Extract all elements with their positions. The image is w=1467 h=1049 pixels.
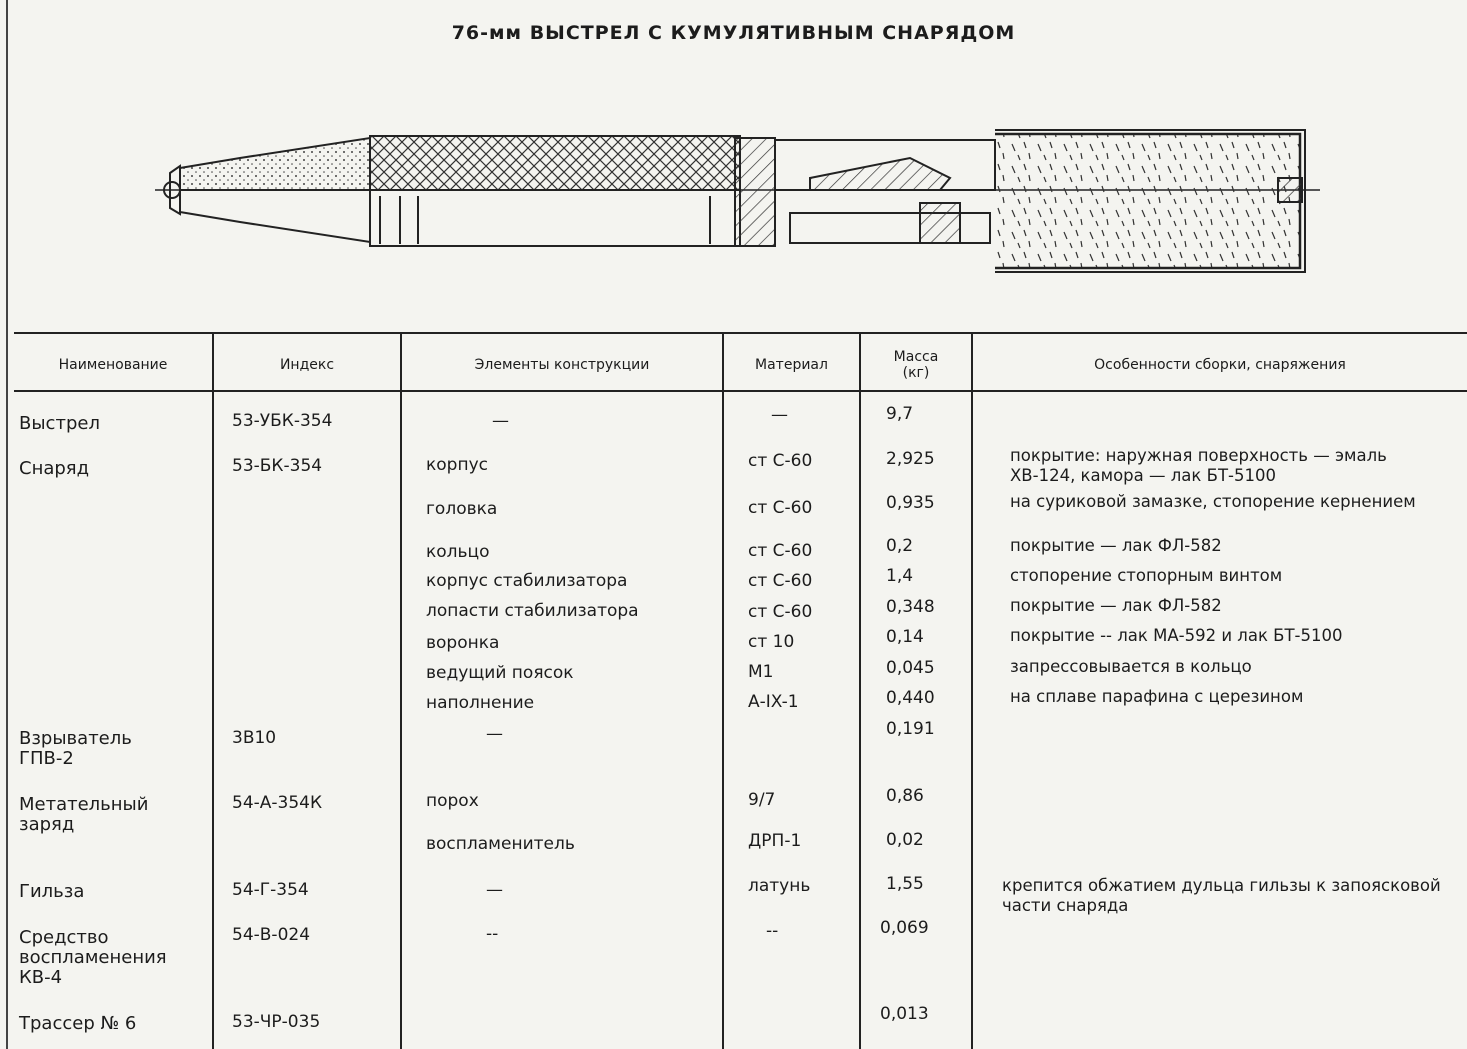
row-element: лопасти стабилизатора	[426, 601, 639, 621]
row-index: 53-ЧР-035	[232, 1012, 321, 1032]
column-divider	[859, 332, 861, 1049]
row-mass: 2,925	[886, 449, 935, 469]
row-name: Гильза	[19, 881, 85, 902]
row-material: ст С-60	[748, 571, 813, 591]
row-element: головка	[426, 499, 498, 519]
row-index: 3В10	[232, 728, 277, 748]
header-material: Материал	[755, 357, 828, 373]
table-header-rule	[14, 390, 1467, 392]
header-notes: Особенности сборки, снаряжения	[1094, 357, 1346, 373]
column-divider	[722, 332, 724, 1049]
row-mass: 0,02	[886, 830, 924, 850]
row-material: М1	[748, 662, 774, 682]
row-element: —	[492, 411, 509, 431]
row-element: воронка	[426, 633, 500, 653]
row-index: 54-Г-354	[232, 880, 309, 900]
row-mass: 0,14	[886, 627, 924, 647]
row-mass: 0,045	[886, 658, 935, 678]
row-note: крепится обжатием дульца гильзы к запоясковой части снаряда	[1002, 876, 1441, 915]
row-note: стопорение стопорным винтом	[1010, 566, 1283, 585]
column-divider	[971, 332, 973, 1049]
row-mass: 0,440	[886, 688, 935, 708]
row-mass: 0,069	[880, 918, 929, 938]
row-name: Средство воспламенения КВ-4	[19, 927, 167, 988]
row-name: Выстрел	[19, 413, 100, 434]
row-note: запрессовывается в кольцо	[1010, 657, 1252, 676]
row-element: воспламенитель	[426, 834, 575, 854]
row-mass: 0,013	[880, 1004, 929, 1024]
row-mass: 0,86	[886, 786, 924, 806]
row-mass: 1,4	[886, 566, 914, 586]
row-material: ст С-60	[748, 498, 813, 518]
row-element: корпус стабилизатора	[426, 571, 628, 591]
row-mass: 1,55	[886, 874, 924, 894]
row-material: ст С-60	[748, 602, 813, 622]
row-material: —	[771, 405, 788, 425]
projectile-cross-section-drawing	[150, 118, 1330, 278]
specification-table	[14, 318, 1467, 1049]
header-elements: Элементы конструкции	[474, 357, 650, 373]
row-name: Снаряд	[19, 458, 90, 479]
row-material: ДРП-1	[748, 831, 802, 851]
row-element: --	[486, 924, 499, 944]
row-index: 54-А-354К	[232, 793, 323, 813]
row-material: ст С-60	[748, 451, 813, 471]
header-mass: Масса (кг)	[893, 349, 939, 381]
row-note: покрытие -- лак МА-592 и лак БТ-5100	[1010, 626, 1343, 645]
row-element: —	[486, 880, 503, 900]
row-mass: 9,7	[886, 404, 914, 424]
row-material: --	[766, 921, 779, 941]
row-mass: 0,191	[886, 719, 935, 739]
row-material: латунь	[748, 876, 811, 896]
row-element: корпус	[426, 455, 488, 475]
row-element: —	[486, 724, 503, 744]
table-top-rule	[14, 332, 1467, 334]
row-element: порох	[426, 791, 479, 811]
row-index: 53-УБК-354	[232, 411, 333, 431]
column-divider	[400, 332, 402, 1049]
row-mass: 0,935	[886, 493, 935, 513]
row-material: 9/7	[748, 790, 776, 810]
row-note: покрытие — лак ФЛ-582	[1010, 596, 1222, 615]
page-title: 76-мм ВЫСТРЕЛ С КУМУЛЯТИВНЫМ СНАРЯДОМ	[451, 22, 1016, 44]
page-left-border	[6, 0, 8, 1049]
row-note: на суриковой замазке, стопорение кернением	[1010, 492, 1416, 511]
row-name: Взрыватель ГПВ-2	[19, 728, 132, 769]
row-note: покрытие: наружная поверхность — эмаль ХВ-124, камора — лак БТ-5100	[1010, 446, 1387, 485]
row-material: ст 10	[748, 632, 795, 652]
header-index: Индекс	[279, 357, 335, 373]
row-element: кольцо	[426, 542, 490, 562]
header-name: Наименование	[58, 357, 168, 373]
row-index: 54-В-024	[232, 925, 311, 945]
row-element: наполнение	[426, 693, 535, 713]
row-name: Трассер № 6	[19, 1013, 137, 1034]
row-material: А-IX-1	[748, 692, 799, 712]
row-name: Метательный заряд	[19, 794, 149, 835]
row-note: покрытие — лак ФЛ-582	[1010, 536, 1222, 555]
row-note: на сплаве парафина с церезином	[1010, 687, 1304, 706]
row-element: ведущий поясок	[426, 663, 574, 683]
row-material: ст С-60	[748, 541, 813, 561]
column-divider	[212, 332, 214, 1049]
row-mass: 0,348	[886, 597, 935, 617]
row-index: 53-БК-354	[232, 456, 323, 476]
row-mass: 0,2	[886, 536, 914, 556]
